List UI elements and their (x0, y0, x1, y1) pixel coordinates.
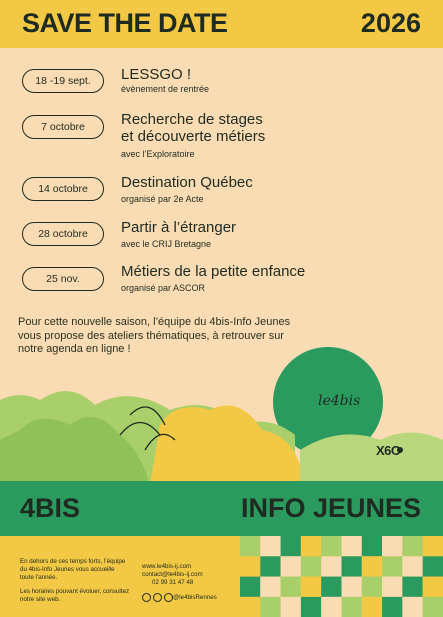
checker-cell (301, 556, 321, 576)
event-subtitle: avec l’Exploratoire (121, 149, 195, 159)
footer-note: En dehors de ces temps forts, l’équipe du 4bis-Info Jeunes vous accueille toute l’année. (20, 558, 126, 581)
checker-cell (260, 556, 280, 576)
event-title: Destination Québec (121, 174, 253, 191)
header-bar (0, 0, 443, 48)
event-subtitle: organisé par ASCOR (121, 283, 206, 293)
checker-cell (240, 577, 260, 597)
footer-phone: 02 99 31 47 48 (152, 579, 194, 586)
checker-cell (362, 536, 382, 556)
footer-website[interactable]: www.le4bis-ij.com (142, 563, 192, 570)
checker-cell (281, 577, 301, 597)
checker-cell (382, 536, 402, 556)
facebook-icon[interactable] (142, 593, 151, 602)
partner-logo: X6O (376, 443, 401, 458)
event-date-pill: 18 -19 sept. (22, 69, 104, 93)
checker-cell (423, 556, 443, 576)
event-subtitle: évènement de rentrée (121, 84, 210, 94)
checker-cell (260, 597, 280, 617)
checker-cell (402, 577, 422, 597)
illustration (0, 340, 443, 485)
checker-cell (240, 597, 260, 617)
checker-cell (362, 577, 382, 597)
brand-4bis: 4BIS (20, 493, 81, 523)
checker-cell (402, 536, 422, 556)
event-date-pill: 25 nov. (22, 267, 104, 291)
checker-cell (382, 597, 402, 617)
event-title: LESSGO ! (121, 66, 192, 83)
footer-social-handle: @le4bisRennes (173, 594, 217, 601)
ground-shape (300, 433, 443, 486)
checker-cell (402, 556, 422, 576)
checker-cell (423, 577, 443, 597)
checker-cell (321, 597, 341, 617)
le4bis-logo: le4bis (318, 393, 361, 409)
checker-cell (342, 556, 362, 576)
linkedin-icon[interactable] (164, 593, 173, 602)
event-date-pill: 28 octobre (22, 222, 104, 246)
checker-cell (342, 536, 362, 556)
checker-cell (321, 536, 341, 556)
event-subtitle: avec le CRIJ Bretagne (121, 239, 212, 249)
checker-cell (342, 597, 362, 617)
checker-cell (301, 536, 321, 556)
brand-info-jeunes: INFO JEUNES (240, 493, 421, 523)
poster-year: 2026 (360, 8, 421, 38)
checker-cell (321, 577, 341, 597)
instagram-icon[interactable] (153, 593, 162, 602)
checker-pattern (240, 536, 443, 617)
checker-cell (382, 577, 402, 597)
event-subtitle: organisé par 2e Acte (121, 194, 204, 204)
checker-cell (342, 577, 362, 597)
checker-cell (281, 536, 301, 556)
checker-cell (260, 536, 280, 556)
checker-cell (240, 536, 260, 556)
checker-cell (301, 577, 321, 597)
event-title: Métiers de la petite enfance (121, 263, 306, 280)
checker-cell (260, 577, 280, 597)
footer-note-hours: Les horaires pouvant évoluer, consultez notre site web. (20, 588, 130, 603)
checker-cell (240, 556, 260, 576)
checker-cell (362, 597, 382, 617)
checker-cell (423, 536, 443, 556)
poster-title: SAVE THE DATE (22, 8, 228, 38)
event-date-pill: 14 octobre (22, 177, 104, 201)
checker-cell (281, 597, 301, 617)
checker-cell (281, 556, 301, 576)
checker-cell (301, 597, 321, 617)
checker-cell (321, 556, 341, 576)
intro-text: Pour cette nouvelle saison, l’équipe du 4bis-Info Jeunes vous propose des ateliers thématiques, à retrouver sur notre agenda en ligne ! (18, 316, 291, 355)
event-title: Partir à l’étranger (121, 219, 237, 236)
checker-cell (423, 597, 443, 617)
checker-cell (362, 556, 382, 576)
checker-cell (382, 556, 402, 576)
checker-cell (402, 597, 422, 617)
footer-email[interactable]: contact@le4bis-ij.com (142, 571, 203, 578)
social-icons (142, 593, 173, 602)
event-date-pill: 7 octobre (22, 115, 104, 139)
event-title: Recherche de stages et découverte métiers (121, 111, 266, 145)
